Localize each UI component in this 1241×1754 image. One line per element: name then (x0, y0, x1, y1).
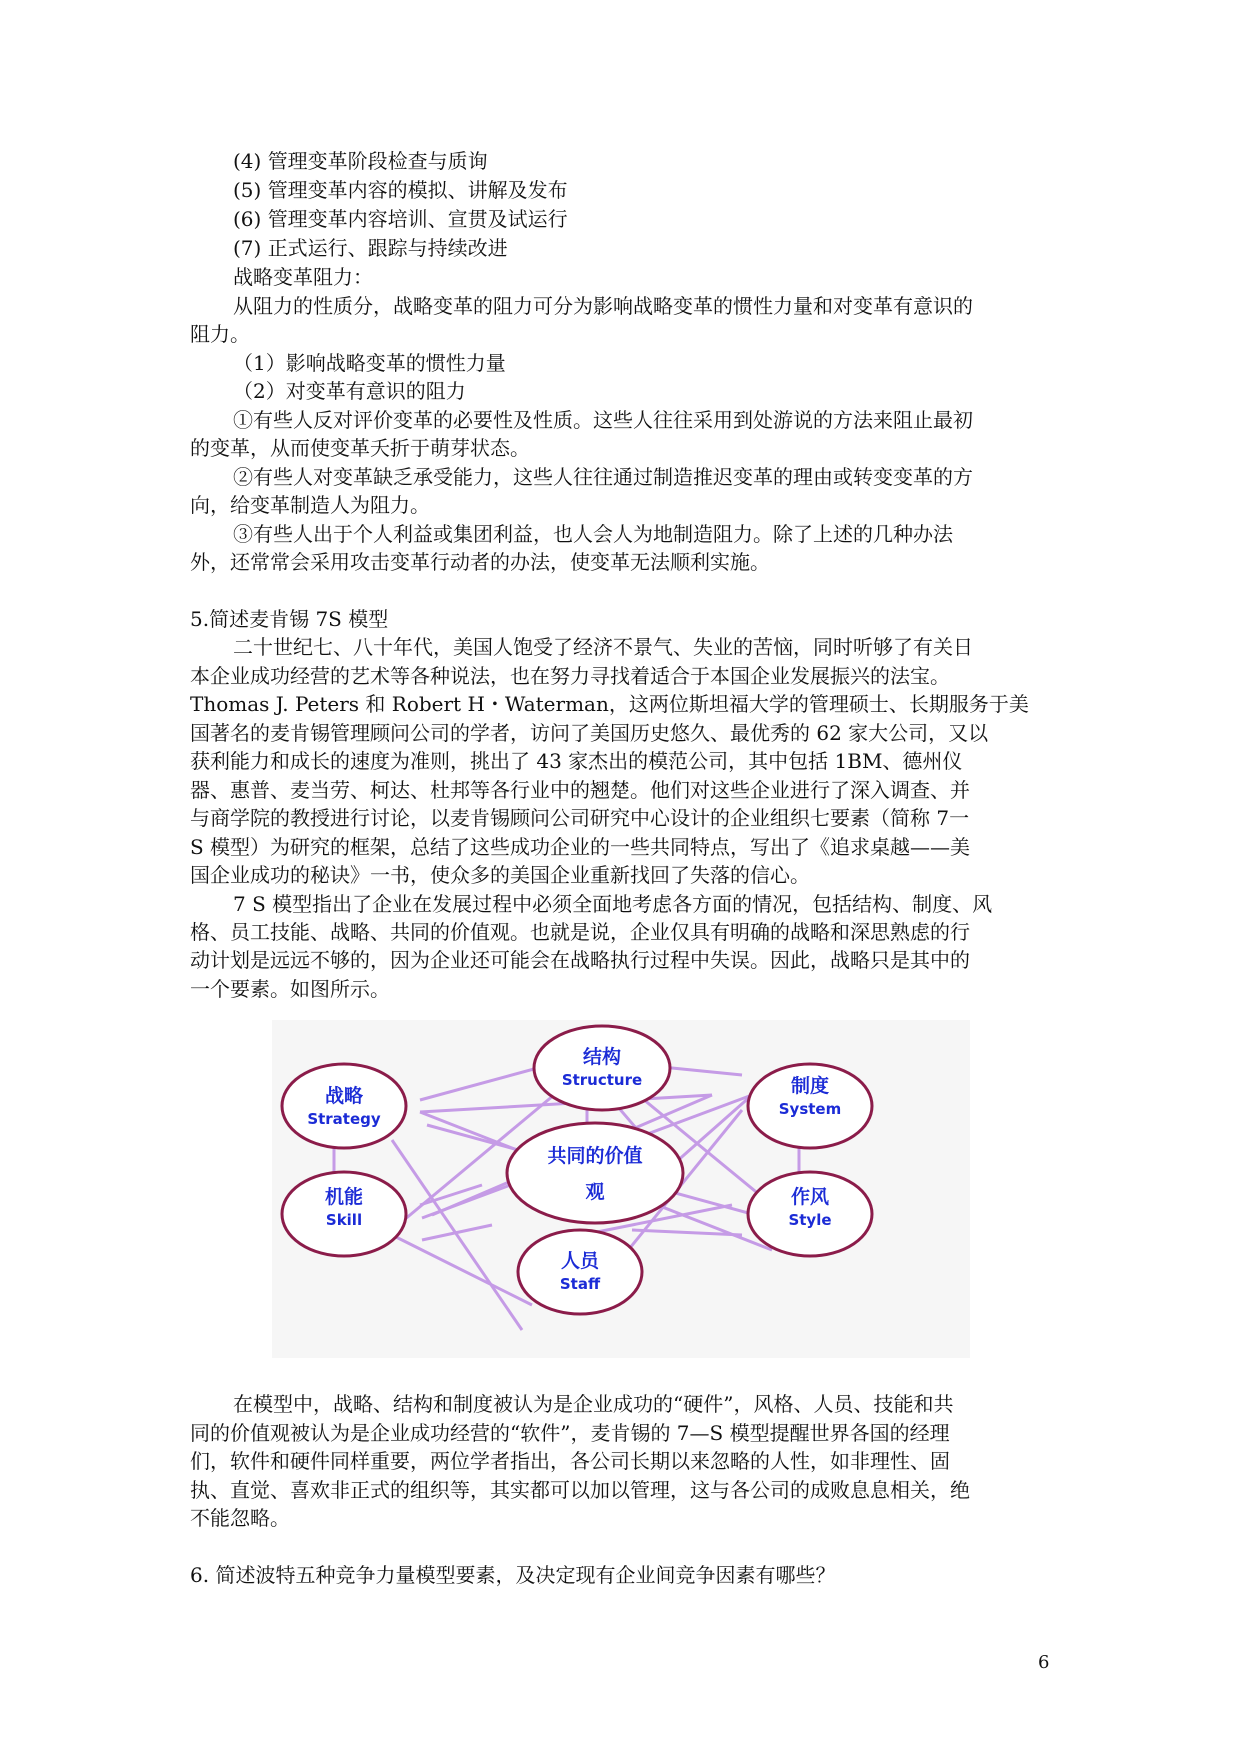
label-staff-en: Staff (559, 1275, 601, 1293)
text-line: 器、惠普、麦当劳、柯达、杜邦等各行业中的翘楚。他们对这些企业进行了深入调查、并 (190, 778, 970, 802)
label-structure-en: Structure (561, 1071, 643, 1089)
label-system-en: System (778, 1100, 842, 1118)
ellipse-staff (518, 1230, 642, 1314)
text-line: 执、直觉、喜欢非正式的组织等，其实都可以加以管理，这与各公司的成败息息相关，绝 (190, 1478, 970, 1502)
section-subheading: 战略变革阻力： (233, 265, 373, 289)
text-line: 国企业成功的秘诀》一书，使众多的美国企业重新找回了失落的信心。 (190, 863, 810, 887)
text-line: 的变革，从而使变革夭折于萌芽状态。 (190, 436, 530, 460)
text-line: 阻力。 (190, 322, 250, 346)
text-line: 格、员工技能、战略、共同的价值观。也就是说，企业仅具有明确的战略和深思熟虑的行 (190, 920, 970, 944)
text-line: 外，还常常会采用攻击变革行动者的办法，使变革无法顺利实施。 (190, 550, 770, 574)
text-line: S 模型）为研究的框架，总结了这些成功企业的一些共同特点，写出了《追求桌越——美 (190, 835, 971, 859)
seven-s-diagram (272, 1020, 970, 1358)
text-line: 二十世纪七、八十年代，美国人饱受了经济不景气、失业的苦恼，同时听够了有关日 (233, 635, 973, 659)
text-line: 国著名的麦肯锡管理顾问公司的学者，访问了美国历史悠久、最优秀的 62 家大公司，又以 (190, 721, 989, 745)
label-style-en: Style (788, 1211, 832, 1229)
text-line: (6) 管理变革内容培训、宣贯及试运行 (233, 207, 568, 231)
label-strategy-en: Strategy (307, 1110, 381, 1128)
label-style-cn: 作风 (790, 1186, 830, 1208)
label-strategy-cn: 战略 (324, 1085, 364, 1107)
text-line: 本企业成功经营的艺术等各种说法，也在努力寻找着适合于本国企业发展振兴的法宝。 (190, 664, 950, 688)
text-line: 从阻力的性质分，战略变革的阻力可分为影响战略变革的惯性力量和对变革有意识的 (233, 294, 973, 318)
text-line: 们，软件和硬件同样重要，两位学者指出，各公司长期以来忽略的人性，如非理性、固 (190, 1449, 950, 1473)
text-line: ①有些人反对评价变革的必要性及性质。这些人往往采用到处游说的方法来阻止最初 (233, 408, 973, 432)
text-line: Thomas J. Peters 和 Robert H・Waterman，这两位斯坦福大学的管理硕士、长期服务于美 (190, 692, 1029, 716)
text-line: 与商学院的教授进行讨论，以麦肯锡顾问公司研究中心设计的企业组织七要素（简称 7一 (190, 806, 970, 830)
section-heading: 6. 简述波特五种竞争力量模型要素，及决定现有企业间竞争因素有哪些？ (190, 1563, 836, 1587)
text-line: 7 S 模型指出了企业在发展过程中必须全面地考虑各方面的情况，包括结构、制度、风 (233, 892, 993, 916)
label-system-cn: 制度 (790, 1075, 830, 1097)
label-skill-cn: 机能 (324, 1186, 364, 1208)
text-line: (7) 正式运行、跟踪与持续改进 (233, 236, 508, 260)
text-line: （2）对变革有意识的阻力 (233, 379, 466, 403)
text-line: (4) 管理变革阶段检查与质询 (233, 149, 488, 173)
text-line: 在模型中，战略、结构和制度被认为是企业成功的“硬件”，风格、人员、技能和共 (233, 1392, 954, 1416)
text-line: ②有些人对变革缺乏承受能力，这些人往往通过制造推迟变革的理由或转变变革的方 (233, 465, 973, 489)
text-line: 一个要素。如图所示。 (190, 977, 390, 1001)
text-line: 同的价值观被认为是企业成功经营的“软件”，麦肯锡的 7—S 模型提醒世界各国的经理 (190, 1421, 950, 1445)
label-shared-values-line1: 共同的价值 (547, 1145, 643, 1167)
text-line: 不能忽略。 (190, 1506, 290, 1530)
label-staff-cn: 人员 (560, 1250, 600, 1272)
text-line: （1）影响战略变革的惯性力量 (233, 351, 506, 375)
label-shared-values-line2: 观 (585, 1181, 605, 1203)
ellipse-structure (534, 1026, 670, 1110)
ellipse-shared-values (507, 1123, 683, 1223)
text-line: ③有些人出于个人利益或集团利益，也人会人为地制造阻力。除了上述的几种办法 (233, 522, 953, 546)
text-line: 动计划是远远不够的，因为企业还可能会在战略执行过程中失误。因此，战略只是其中的 (190, 948, 970, 972)
page-number: 6 (1038, 1652, 1050, 1673)
text-line: 获利能力和成长的速度为准则，挑出了 43 家杰出的模范公司，其中包括 1BM、德州仪 (190, 749, 963, 773)
text-line: 向，给变革制造人为阻力。 (190, 493, 430, 517)
section-heading: 5.简述麦肯锡 7S 模型 (190, 607, 389, 631)
connector-line (422, 1225, 492, 1240)
seven-s-diagram-svg (272, 1020, 970, 1358)
text-line: (5) 管理变革内容的模拟、讲解及发布 (233, 178, 568, 202)
connector-line (392, 1140, 522, 1330)
connector-line (392, 1235, 532, 1305)
label-skill-en: Skill (325, 1211, 363, 1229)
label-structure-cn: 结构 (582, 1046, 622, 1068)
